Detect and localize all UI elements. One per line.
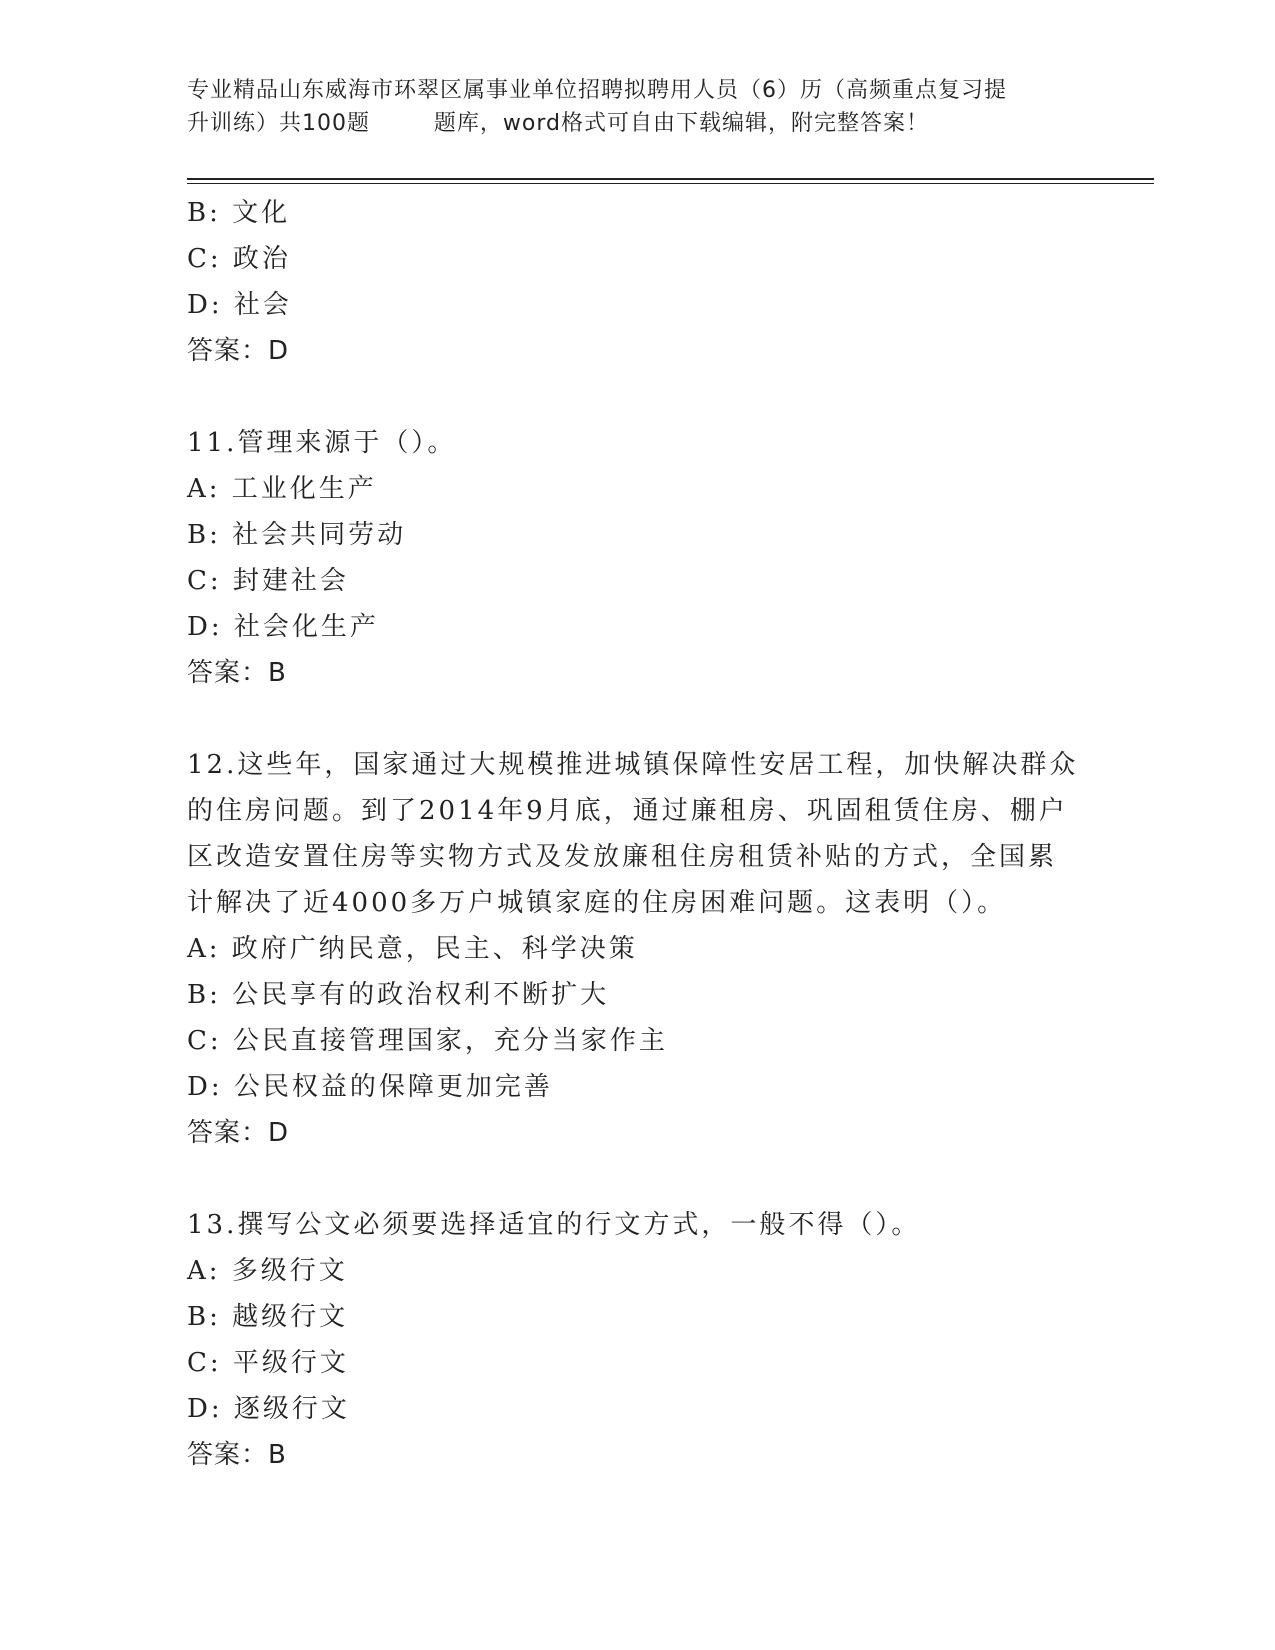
option-c: C: 平级行文 bbox=[187, 1348, 349, 1378]
header-line-1: 专业精品山东威海市环翠区属事业单位招聘拟聘用人员（6）历（高频重点复习提 bbox=[187, 78, 1007, 103]
option-d: D: 社会化生产 bbox=[187, 612, 379, 642]
question-text-line-4: 计解决了近4000多万户城镇家庭的住房困难问题。这表明（）。 bbox=[187, 888, 1007, 918]
question-text-line-1: 12.这些年，国家通过大规模推进城镇保障性安居工程，加快解决群众 bbox=[187, 750, 1079, 780]
question-12 bbox=[187, 742, 1079, 1156]
option-a: A: 多级行文 bbox=[187, 1256, 348, 1286]
question-11 bbox=[187, 420, 1067, 696]
question-list bbox=[187, 190, 1079, 1478]
option-c: C: 政治 bbox=[187, 244, 291, 274]
question-text: 11.管理来源于（）。 bbox=[187, 428, 457, 458]
header-divider-thin bbox=[187, 183, 1154, 184]
question-text: 13.撰写公文必须要选择适宜的行文方式，一般不得（）。 bbox=[187, 1210, 921, 1240]
header-line-2: 升训练）共100题 题库，word格式可自由下载编辑，附完整答案！ bbox=[187, 111, 930, 136]
option-c: C: 封建社会 bbox=[187, 566, 349, 596]
option-a: A: 工业化生产 bbox=[187, 474, 377, 504]
answer: 答案：D bbox=[187, 336, 290, 366]
option-b: B: 越级行文 bbox=[187, 1302, 349, 1332]
answer: 答案：D bbox=[187, 1118, 290, 1148]
document-header bbox=[187, 74, 1087, 140]
header-divider-thick bbox=[187, 178, 1154, 180]
option-b: B: 社会共同劳动 bbox=[187, 520, 407, 550]
answer: 答案：B bbox=[187, 1440, 287, 1470]
answer: 答案：B bbox=[187, 658, 287, 688]
option-b: B: 公民享有的政治权利不断扩大 bbox=[187, 980, 610, 1010]
option-a: A: 政府广纳民意，民主、科学决策 bbox=[187, 934, 638, 964]
question-text-line-2: 的住房问题。到了2014年9月底，通过廉租房、巩固租赁住房、棚户 bbox=[187, 796, 1068, 826]
option-b: B: 文化 bbox=[187, 198, 291, 228]
option-d: D: 公民权益的保障更加完善 bbox=[187, 1072, 553, 1102]
option-d: D: 社会 bbox=[187, 290, 292, 320]
option-c: C: 公民直接管理国家，充分当家作主 bbox=[187, 1026, 668, 1056]
question-text-line-3: 区改造安置住房等实物方式及发放廉租住房租赁补贴的方式，全国累 bbox=[187, 842, 1058, 872]
question-13 bbox=[187, 1202, 1067, 1478]
option-d: D: 逐级行文 bbox=[187, 1394, 350, 1424]
question-prev bbox=[187, 190, 1067, 374]
